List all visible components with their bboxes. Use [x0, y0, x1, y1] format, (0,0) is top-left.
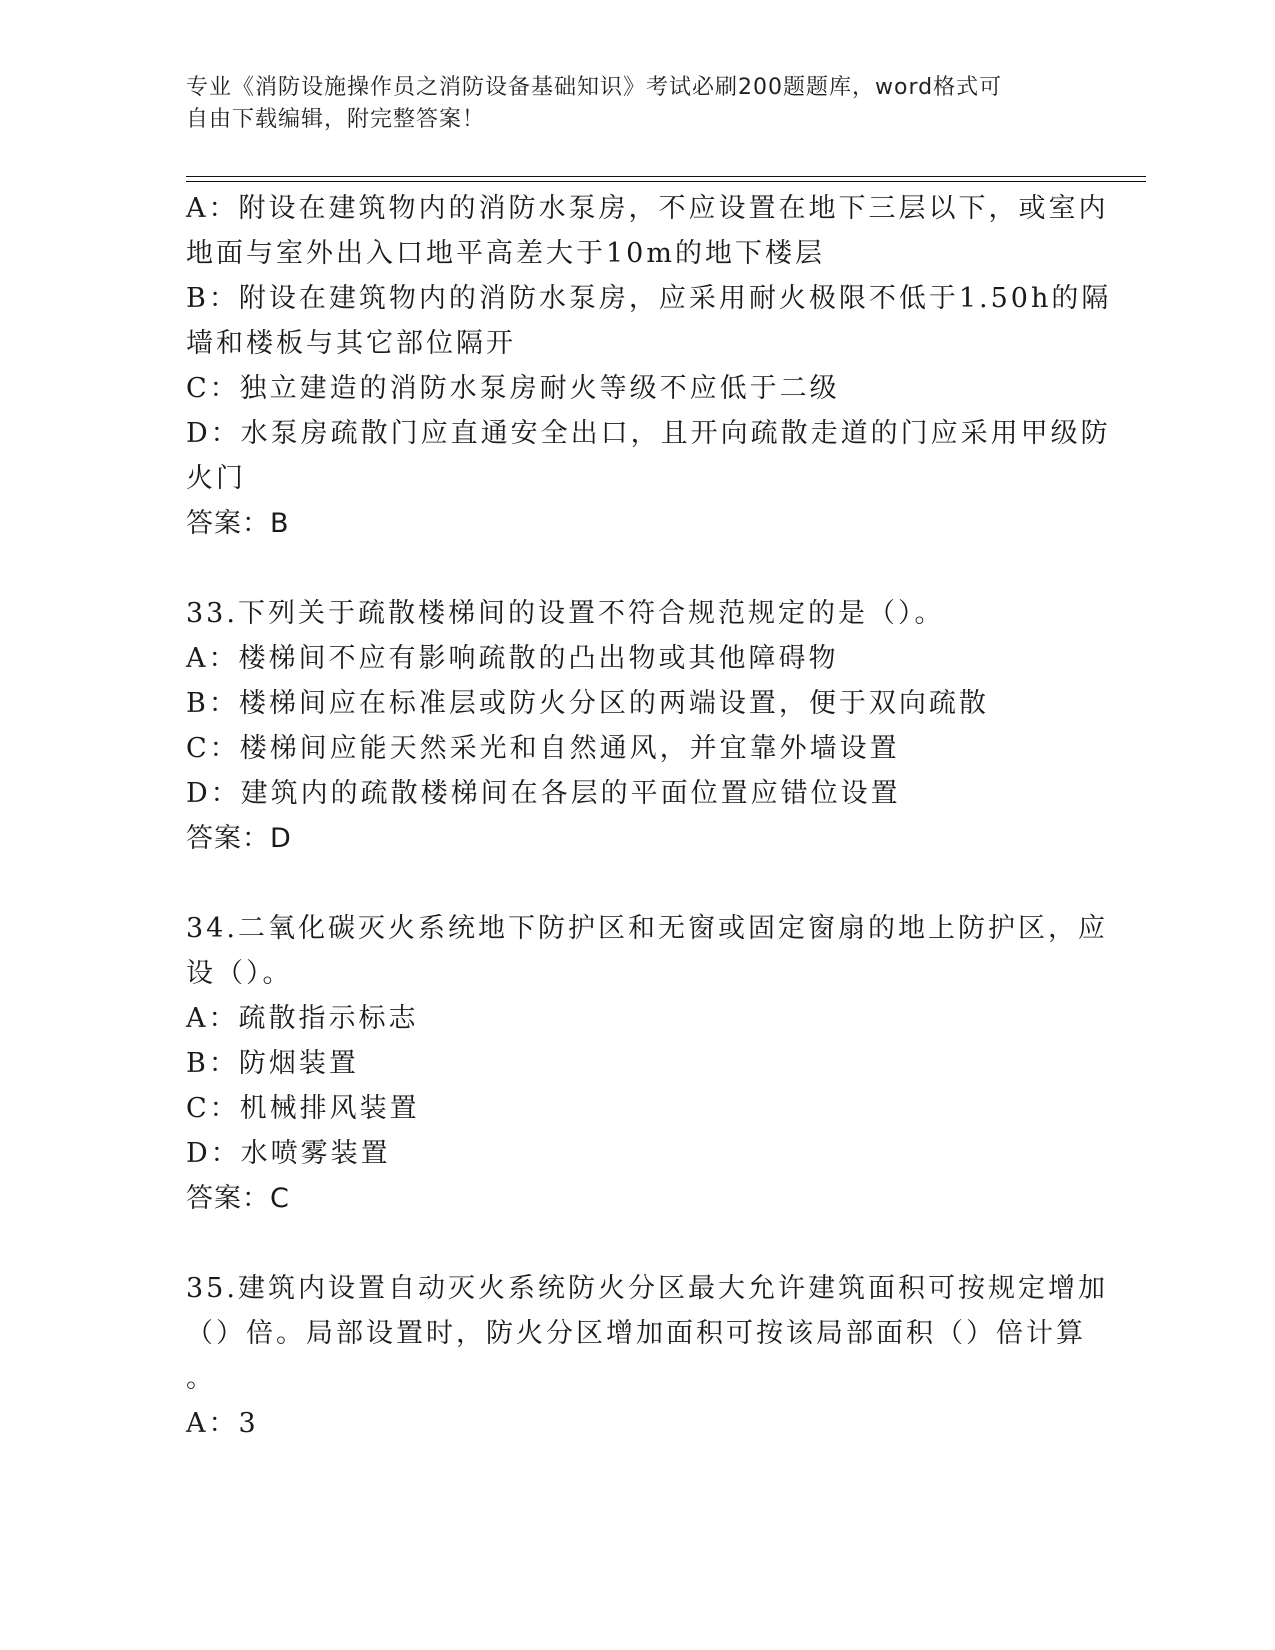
q34-option-c: C：机械排风装置 [186, 1093, 420, 1124]
question-33-block [186, 591, 1066, 861]
document-header [186, 72, 1066, 136]
q34-question-line-2: 设（）。 [186, 958, 293, 989]
q35-question-line-1: 35.建筑内设置自动灭火系统防火分区最大允许建筑面积可按规定增加 [186, 1273, 1108, 1304]
q32-option-d-line-2: 火门 [186, 463, 246, 494]
q35-option-a: A：3 [186, 1408, 259, 1439]
q35-question-line-3: 。 [186, 1363, 216, 1394]
q33-option-c: C：楼梯间应能天然采光和自然通风，并宜靠外墙设置 [186, 733, 900, 764]
spacer [186, 861, 1066, 906]
spacer [186, 546, 1066, 591]
spacer [186, 1221, 1066, 1266]
q32-option-b-line-2: 墙和楼板与其它部位隔开 [186, 328, 516, 359]
q34-question-line-1: 34.二氧化碳灭火系统地下防护区和无窗或固定窗扇的地上防护区，应 [186, 913, 1108, 944]
q33-answer: 答案：D [186, 823, 292, 854]
question-content [186, 186, 1112, 1446]
q33-option-a: A：楼梯间不应有影响疏散的凸出物或其他障碍物 [186, 643, 839, 674]
q33-question: 33.下列关于疏散楼梯间的设置不符合规范规定的是（）。 [186, 598, 945, 629]
q34-answer: 答案：C [186, 1183, 290, 1214]
header-line-1: 专业《消防设施操作员之消防设备基础知识》考试必刷200题题库，word格式可 [186, 75, 1003, 100]
header-rule-bottom [186, 181, 1146, 182]
q35-question-line-2: （）倍。局部设置时，防火分区增加面积可按该局部面积（）倍计算 [186, 1318, 1086, 1349]
question-34-block [186, 906, 1108, 1221]
q33-option-b: B：楼梯间应在标准层或防火分区的两端设置，便于双向疏散 [186, 688, 989, 719]
q32-answer: 答案：B [186, 508, 290, 539]
q34-option-d: D：水喷雾装置 [186, 1138, 391, 1169]
q33-option-d: D：建筑内的疏散楼梯间在各层的平面位置应错位设置 [186, 778, 901, 809]
question-35-block [186, 1266, 1108, 1446]
q32-option-b-line-1: B：附设在建筑物内的消防水泵房，应采用耐火极限不低于1.50h的隔 [186, 283, 1112, 314]
header-rule-top [186, 176, 1146, 177]
q32-option-a-line-2: 地面与室外出入口地平高差大于10m的地下楼层 [186, 238, 825, 269]
q32-option-c: C：独立建造的消防水泵房耐火等级不应低于二级 [186, 373, 840, 404]
q32-option-a-line-1: A：附设在建筑物内的消防水泵房，不应设置在地下三层以下，或室内 [186, 193, 1109, 224]
q32-option-d-line-1: D：水泵房疏散门应直通安全出口，且开向疏散走道的门应采用甲级防 [186, 418, 1111, 449]
header-line-2: 自由下载编辑，附完整答案！ [186, 107, 486, 132]
q34-option-a: A：疏散指示标志 [186, 1003, 419, 1034]
q34-option-b: B：防烟装置 [186, 1048, 359, 1079]
question-32-block [186, 186, 1112, 546]
